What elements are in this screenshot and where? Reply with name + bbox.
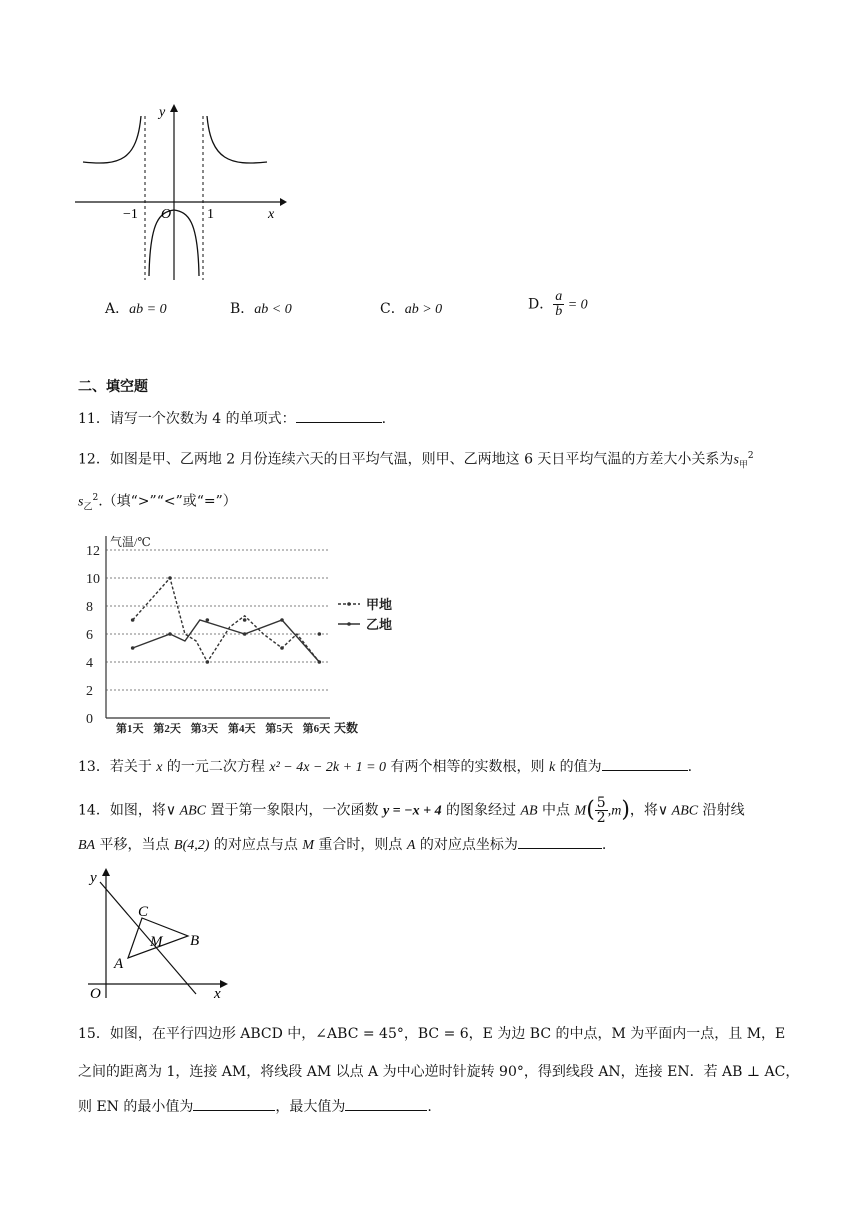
legend-label: 乙地 <box>366 617 393 632</box>
variable: k <box>548 760 556 775</box>
x-tick-label: 第3天 <box>190 723 219 735</box>
question-15-line1: 15．如图，在平行四边形 ABCD 中，∠ABC = 45°，BC = 6，E 为边 BC 的中点，M 为平面内一点，且 M，E <box>78 1026 786 1042</box>
math: BA <box>78 838 96 853</box>
neg-one-label: −1 <box>123 207 138 222</box>
variance-symbol: s <box>733 452 739 468</box>
text: 重合时，则点 <box>313 837 407 853</box>
fig-x-label: x <box>214 986 221 1001</box>
subscript: 甲 <box>738 460 748 471</box>
text: 中点 <box>537 802 575 819</box>
option-letter: D． <box>528 296 554 313</box>
math: M <box>302 838 314 853</box>
text: ，将 <box>629 802 658 819</box>
series-line-jia <box>133 578 320 662</box>
text: 平移，当点 <box>95 837 175 853</box>
option-letter: A． <box>105 301 130 317</box>
variable: x <box>156 760 163 775</box>
x-axis-label: x <box>268 207 275 222</box>
option-letter: B． <box>230 301 255 317</box>
subscript: 乙 <box>83 502 93 513</box>
variance-symbol: s <box>78 494 84 510</box>
data-point <box>131 646 135 650</box>
y-axis-title: 气温/℃ <box>110 535 151 549</box>
fig-origin-label: O <box>90 986 101 1001</box>
text: 的对应点坐标为 <box>415 837 518 853</box>
fraction: $\frac{a}{b}$ <box>555 289 563 319</box>
text: 的一元二次方程 <box>162 759 270 775</box>
text: 14．如图，将 <box>78 802 166 819</box>
fig-y-label: y <box>90 870 97 886</box>
question-13 <box>78 756 692 778</box>
paren-right: ) <box>621 797 630 823</box>
fig-point-c: C <box>138 904 149 920</box>
y-tick-label: 8 <box>86 600 93 615</box>
x-tick-label: 第1天 <box>116 723 144 735</box>
math: M <box>574 803 587 819</box>
data-point <box>206 660 210 664</box>
question-text: 12．如图是甲、乙两地 2 月份连续六天的日平均气温，则甲、乙两地这 6 天日平均气温的方差大小关系为 <box>78 451 734 468</box>
fraction: $\frac{5}{2}$ <box>596 795 606 826</box>
text: 的值为 <box>555 759 602 775</box>
data-point <box>243 618 247 622</box>
text: 有两个相等的实数根，则 <box>386 759 549 775</box>
paren-left: ( <box>586 797 595 823</box>
y-tick-label: 12 <box>86 544 100 559</box>
text: 13．若关于 <box>78 759 157 775</box>
data-point <box>243 632 247 636</box>
x-axis-title: 天数 <box>334 721 359 735</box>
superscript: 2 <box>92 493 99 503</box>
option-letter: C． <box>380 301 405 317</box>
option-b[interactable] <box>230 298 292 318</box>
triangle-figure <box>84 866 234 1001</box>
x-tick-label: 第5天 <box>265 723 293 735</box>
data-point <box>318 632 322 636</box>
question-11 <box>78 408 386 429</box>
y-tick-label: 4 <box>86 656 93 671</box>
legend-marker <box>347 602 351 606</box>
data-point <box>318 660 322 664</box>
legend-marker <box>347 622 351 626</box>
y-tick-label: 6 <box>86 628 93 643</box>
text: 置于第一象限内，一次函数 <box>206 802 383 819</box>
x-tick-label: 第4天 <box>228 723 256 735</box>
math: ,m <box>607 803 622 819</box>
data-point <box>168 632 172 636</box>
question-text: 11．请写一个次数为 4 的单项式： <box>78 411 296 427</box>
fig-point-b: B <box>190 933 200 949</box>
answer-blank[interactable] <box>296 408 382 423</box>
option-c[interactable] <box>380 298 442 318</box>
math: ∨ ABC <box>165 803 207 819</box>
math: B(4,2) <box>174 838 210 853</box>
period: . <box>427 1099 432 1115</box>
text: 沿射线 <box>698 802 745 819</box>
origin-label: O <box>161 207 172 222</box>
data-point <box>168 576 172 580</box>
option-text: = 0 <box>564 297 588 313</box>
y-axis-label: y <box>159 105 166 120</box>
option-text: ab = 0 <box>129 302 167 317</box>
math: ∨ ABC <box>657 803 699 819</box>
data-point <box>280 618 284 622</box>
math: AB <box>520 803 538 819</box>
period: . <box>381 411 387 427</box>
period: . <box>687 759 693 775</box>
question-12-line1 <box>78 446 754 475</box>
math: y = −x + 4 <box>382 803 442 819</box>
option-a[interactable] <box>105 298 167 318</box>
option-text: ab > 0 <box>404 302 443 317</box>
data-point <box>131 618 135 622</box>
superscript: 2 <box>747 451 754 461</box>
question-14-line1 <box>78 796 745 825</box>
answer-blank-min[interactable] <box>193 1096 275 1111</box>
temperature-chart <box>82 528 422 738</box>
text: 的对应点与点 <box>209 837 303 853</box>
fig-point-a: A <box>114 956 124 972</box>
y-tick-label: 0 <box>86 712 93 727</box>
data-point <box>206 618 210 622</box>
hyperbola-graph <box>75 100 290 285</box>
text: ，最大值为 <box>275 1099 346 1115</box>
option-d[interactable] <box>528 290 588 319</box>
option-text: ab < 0 <box>254 302 292 317</box>
answer-blank-max[interactable] <box>345 1096 427 1111</box>
question-text: .（填“>”“<”或“=”） <box>98 493 237 510</box>
text: 则 EN 的最小值为 <box>78 1099 194 1115</box>
x-tick-label: 第6天 <box>302 723 331 735</box>
one-label: 1 <box>207 207 214 222</box>
math: A <box>406 838 416 853</box>
data-point <box>280 646 284 650</box>
question-15-line3 <box>78 1096 432 1117</box>
period: . <box>601 837 607 853</box>
text: 的图象经过 <box>441 802 521 819</box>
x-tick-label: 第2天 <box>153 723 181 735</box>
legend-label: 甲地 <box>366 597 393 612</box>
y-tick-label: 10 <box>86 572 100 587</box>
series-line-yi <box>133 620 320 662</box>
section-title: 二、填空题 <box>78 379 148 395</box>
fig-point-m: M <box>150 934 163 950</box>
y-tick-label: 2 <box>86 684 93 699</box>
equation: x² − 4x − 2k + 1 = 0 <box>269 760 387 775</box>
question-15-line2: 之间的距离为 1，连接 AM，将线段 AM 以点 A 为中心逆时针旋转 90°，得到线段 AN，连接 EN．若 AB ⊥ AC， <box>78 1064 800 1080</box>
question-12-line2 <box>78 488 237 517</box>
answer-blank[interactable] <box>518 834 602 849</box>
answer-blank[interactable] <box>602 756 688 771</box>
question-14-line2 <box>78 834 606 856</box>
